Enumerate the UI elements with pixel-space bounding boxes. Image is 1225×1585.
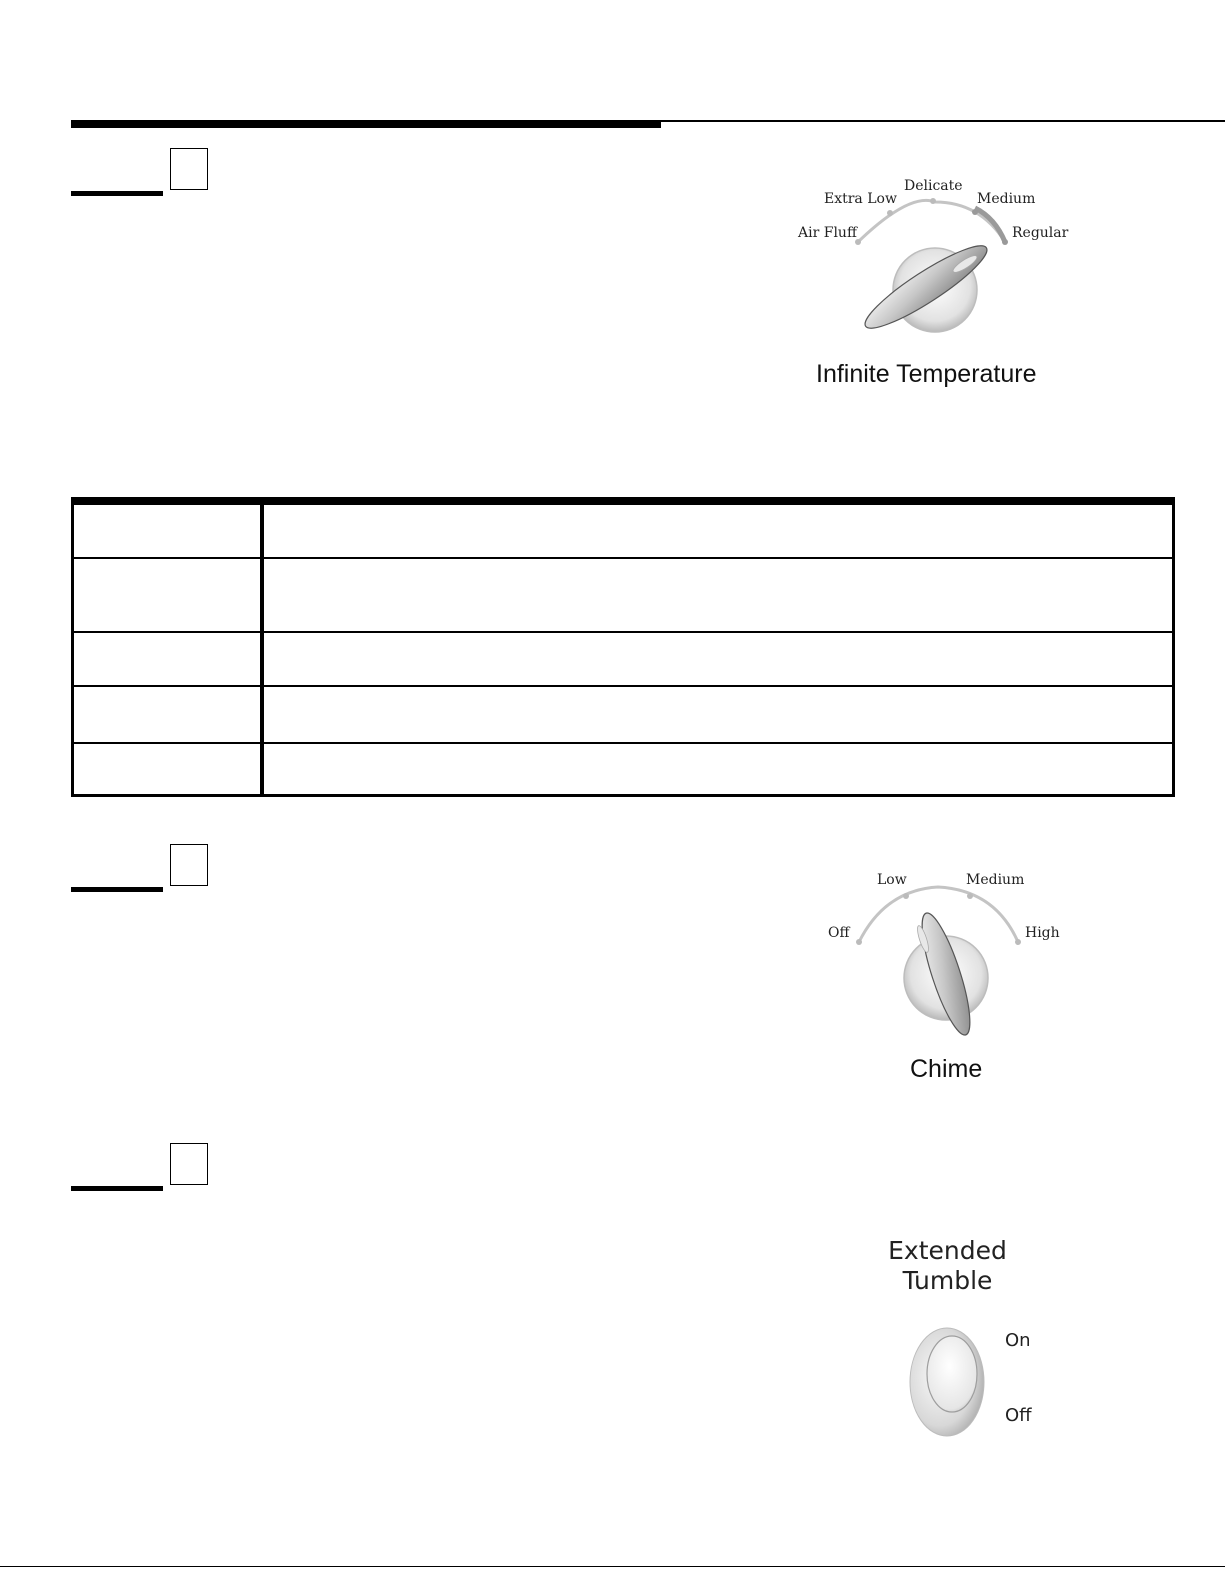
chime-dial-caption: Chime: [910, 1055, 983, 1083]
table-cell: [73, 686, 263, 743]
rocker-switch-graphic: [870, 1236, 1070, 1446]
section-number-box: [170, 844, 208, 886]
temperature-setting-air-fluff: Air Fluff: [798, 225, 857, 241]
section-marker-temperature: [71, 148, 211, 196]
chime-setting-low: Low: [877, 872, 907, 888]
dial-dot: [1015, 939, 1021, 945]
extended-tumble-off-label: Off: [1005, 1405, 1032, 1426]
table-cell: [262, 686, 1174, 743]
header-rule-thick: [71, 120, 661, 128]
dial-dot: [930, 198, 936, 204]
table-cell: [262, 501, 1174, 558]
temperature-setting-regular: Regular: [1012, 225, 1069, 241]
table-row: [73, 558, 1174, 632]
extended-tumble-title-line1: Extended: [888, 1236, 1007, 1265]
rocker-paddle: [927, 1336, 977, 1412]
dial-dot: [1002, 239, 1008, 245]
section-underline: [71, 191, 163, 196]
table-row: [73, 501, 1174, 558]
table-cell: [73, 501, 263, 558]
settings-table: [71, 497, 1175, 797]
table-row: [73, 743, 1174, 795]
temperature-setting-extra-low: Extra Low: [824, 191, 897, 207]
table-cell: [73, 558, 263, 632]
section-underline: [71, 887, 163, 892]
section-number-box: [170, 148, 208, 190]
section-number-box: [170, 1143, 208, 1185]
table-cell: [262, 558, 1174, 632]
temperature-dial: [790, 170, 1090, 400]
dial-dot: [967, 893, 973, 899]
section-marker-extended-tumble: [71, 1143, 211, 1191]
table-cell: [73, 632, 263, 686]
extended-tumble-switch: [870, 1236, 1070, 1446]
footer-rule: [0, 1566, 1225, 1567]
dial-dot: [856, 939, 862, 945]
section-underline: [71, 1186, 163, 1191]
temperature-setting-delicate: Delicate: [904, 178, 963, 194]
temperature-setting-medium: Medium: [977, 191, 1036, 207]
chime-dial: [810, 865, 1080, 1095]
table-row: [73, 686, 1174, 743]
dial-dot: [972, 209, 978, 215]
chime-setting-high: High: [1025, 925, 1060, 941]
table-cell: [262, 632, 1174, 686]
extended-tumble-title-line2: Tumble: [902, 1266, 993, 1295]
header-rule-thin: [661, 120, 1225, 122]
table-cell: [73, 743, 263, 795]
table-cell: [262, 743, 1174, 795]
temperature-dial-caption: Infinite Temperature: [816, 360, 1037, 388]
extended-tumble-on-label: On: [1005, 1330, 1031, 1351]
table-row: [73, 632, 1174, 686]
chime-setting-off: Off: [828, 925, 850, 941]
section-marker-chime: [71, 844, 211, 892]
dial-dot: [887, 210, 893, 216]
dial-dot: [903, 893, 909, 899]
chime-setting-medium: Medium: [966, 872, 1025, 888]
